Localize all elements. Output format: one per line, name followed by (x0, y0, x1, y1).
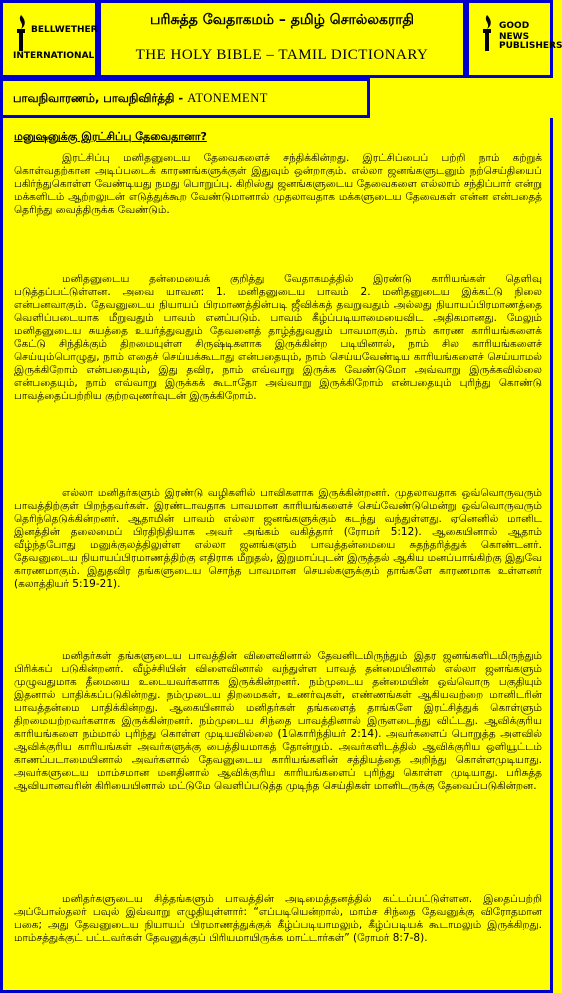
logo-right-line1: GOOD NEWS (499, 21, 530, 42)
torch-logo-icon (11, 13, 31, 53)
bellwether-logo-box (0, 0, 98, 78)
paragraph-text: மனிதர்கள் தங்களுடைய பாவத்தின் விளைவினால் தேவனிடமிருந்தும் இதர ஜனங்களிடமிருந்தும் பிரிக்கப் படுகின்றனர். வீழ்ச்சியின் விளைவினால் வந்துள்ள பாவத் தன்மையினால் எல்லா ஜனங்களும் முழுவதுமாக தீமையை உடையவர்களாக இருக்கின்றனர். நம்முடைய தன்மையின் ஒவ்வொரு பகுதியும் இதனால் பாதிக்கப்படுகின்றது. நம்முடைய திறமைகள், உணர்வுகள், எண்ணங்கள் ஆகியவற்றை மானிடரின் பாவத்தன்மை பாதிக்கின்றது. ஆகையினால் மனிதர்கள் தங்களைத் தாங்களே இரட்சித்துக் கொள்ளும் திறமையற்றவர்களாக இருக்கின்றனர். நம்முடைய சிந்தை பாவத்தினால் இருளடைந்து விட்டது. ஆவிக்குரிய காரியங்களை நம்மால் புரிந்து கொள்ள முடியவில்லை (1கொரிந்தியர் 2:14). அவர்களைப் பொறுத்த அளவில் ஆவிக்குரிய காரியங்கள் அவர்களுக்கு பைத்தியமாகத் தோன்றும். அவர்களிடத்தில் ஆவிக்குரிய ஒளியூட்டம் காணப்படாமையினால் அவர்களால் தேவனுடைய காரியங்களின் சத்தியத்தை அறிந்து கொள்ளமுடியாது. அவர்களுடைய மாம்சமான மனதினால் ஆவிக்குரிய காரியங்களைப் புரிந்து கொள்ள முடியாது. பரிசுத்த ஆவியானவரின் கிரியையினால் மட்டுமே வெளிப்படுத்த முடிந்த செய்திகள் மானிடருக்கு தேவைப்படுகின்றன. (14, 650, 542, 792)
section-question: மனுஷனுக்கு இரட்சிப்பு தேவைதானா? (14, 130, 207, 143)
paragraph-text: மனிதர்களுடைய சித்தங்களும் பாவத்தின் அடிமைத்தனத்தில் கட்டப்பட்டுள்ளன. இதைப்பற்றி அப்போஸ்தலர் பவுல் இவ்வாறு எழுதியுள்ளார்: “எப்படியென்றால், மாம்ச சிந்தை தேவனுக்கு விரோதமான பகை; அது தேவனுடைய நியாயப் பிரமாணத்துக்குக் கீழ்ப்படியாமலும், கீழ்ப்படியக் கூடாமலும் இருக்கிறது. மாம்சத்துக்குட் பட்டவர்கள் தேவனுக்குப் பிரியமாயிருக்க மாட்டார்கள்” (ரோமர் 8:7-8). (14, 893, 542, 944)
title-box (98, 0, 466, 78)
paragraph-text: எல்லா மனிதர்களும் இரண்டு வழிகளில் பாவிகளாக இருக்கின்றனர். முதலாவதாக ஒவ்வொருவரும் பாவத்திற்குள் பிறந்தவர்கள். இரண்டாவதாக பாவமான காரியங்களைச் செய்வேண்டுமென்று ஒவ்வொருவரும் தெரிந்தெடுக்கின்றனர். ஆதாமின் பாவம் எல்லா ஜனங்களுக்கும் கடந்து வந்துள்ளது. ஏனெனில் மானிட இனத்தின் தலைமைப் பிரதிநிதியாக அவர் அங்கம் வகித்தார் (ரோமர் 5:12). ஆகையினால் ஆதாம் வீழ்ந்தபோது மனுக்குலத்திலுள்ள எல்லா ஜனங்களும் பாவத்தன்மையை சுதந்தரித்துக் கொண்டனர். தேவனுடைய நியாயப்பிரமாணத்திற்கு எதிராக மீறுதல், இறுமாப்புடன் இருத்தல் ஆகிய மனப்பாங்கிற்கு இதுவே காரணமாகும். இதுதவிர தங்களுடைய சொந்த பாவமான செயல்களுக்கும் தாங்களே காரணமாக உள்ளனர் (கலாத்தியர் 5:19-21). (14, 487, 542, 590)
title-tamil: பரிசுத்த வேதாகமம் – தமிழ் சொல்லகராதி (150, 12, 414, 28)
topic-heading (13, 91, 268, 107)
topic-box (0, 78, 370, 118)
paragraph (14, 893, 542, 945)
logo-left-line1: BELLWETHER (31, 25, 98, 35)
paragraph (14, 273, 542, 403)
paragraph (14, 487, 542, 591)
paragraph-text: மனிதனுடைய தன்மையைக் குறித்து வேதாகமத்தில் இரண்டு காரியங்கள் தெளிவு படுத்தப்பட்டுள்ளன. அவை யாவன: 1. மனிதனுடைய பாவம் 2. மனிதனுடைய இக்கட்டு நிலை என்பனவாகும். தேவனுடைய நியாயப் பிரமாணத்தின்படி ஜீவிக்கத் தவறுவதும் அல்லது நியாயப்பிரமாணத்தை வெளிப்படையாக மீறுவதும் பாவம் எனப்படும். பாவம் கீழ்ப்படியாமையைவிட அதிகமானது. மேலும் மனிதனுடைய சுயத்தை உயர்த்துவதும் தேவனைத் தாழ்த்துவதும் பாவமாகும். நாம் காரண காரியங்களைக் கேட்டு சிந்திக்கும் திறமையுள்ள சிருஷ்டிகளாக இருக்கின்ற படியினால், நாம் சில காரியங்களைச் செய்யும்பொழுது, நாம் எதைச் செய்யக்கூடாது என்பதையும், நாம் செய்யவேண்டிய காரியங்களைச் செய்யாமல் இருக்கிறோம் என்பதையும், இது தவிர, நாம் எவ்வாறு இருக்க வேண்டுமோ அவ்வாறு இருக்கவில்லை என்பதையும், நாம் எவ்வாறு இருக்கக் கூடாதோ அவ்வாறு இருக்கிறோம் என்பதையும் புரிந்து கொண்டு பாவத்தைப்பற்றிய குற்றவுணர்வுடன் இருக்கிறோம். (14, 273, 542, 402)
paragraph (14, 152, 542, 217)
torch-logo-icon (477, 13, 497, 53)
paragraph-text: இரட்சிப்பு மனிதனுடைய தேவைகளைச் சந்திக்கின்றது. இரட்சிப்பைப் பற்றி நாம் கற்றுக் கொள்வதற்கான அடிப்படைக் காரணங்களுக்குள் இதுவும் ஒன்றாகும். எல்லா ஜனங்களுடனும் நற்செய்தியைப் பகிர்ந்துகொள்ள வேண்டியது நமது பொறுப்பு. கிறிஸ்து ஜனங்களுடைய தேவைகளை எல்லாம் சந்திப்பார் என்று மக்களிடம் ஆற்றலுடன் எடுத்துக்கூற வேண்டுமானால் முதலாவதாக மக்களுடைய தேவைகள் என்ன என்பதைத் தெரிந்து வைத்திருக்க வேண்டும். (14, 152, 542, 216)
content-panel (0, 118, 553, 993)
good-news-logo-box (466, 0, 562, 78)
logo-right-line2: PUBLISHERS (499, 41, 562, 51)
topic-english: ATONEMENT (187, 91, 268, 105)
topic-tamil: பாவநிவாரணம், பாவநிவிர்த்தி - (13, 91, 184, 105)
logo-left-line2: INTERNATIONAL (13, 51, 95, 61)
paragraph (14, 650, 542, 793)
title-english: THE HOLY BIBLE – TAMIL DICTIONARY (135, 47, 429, 63)
